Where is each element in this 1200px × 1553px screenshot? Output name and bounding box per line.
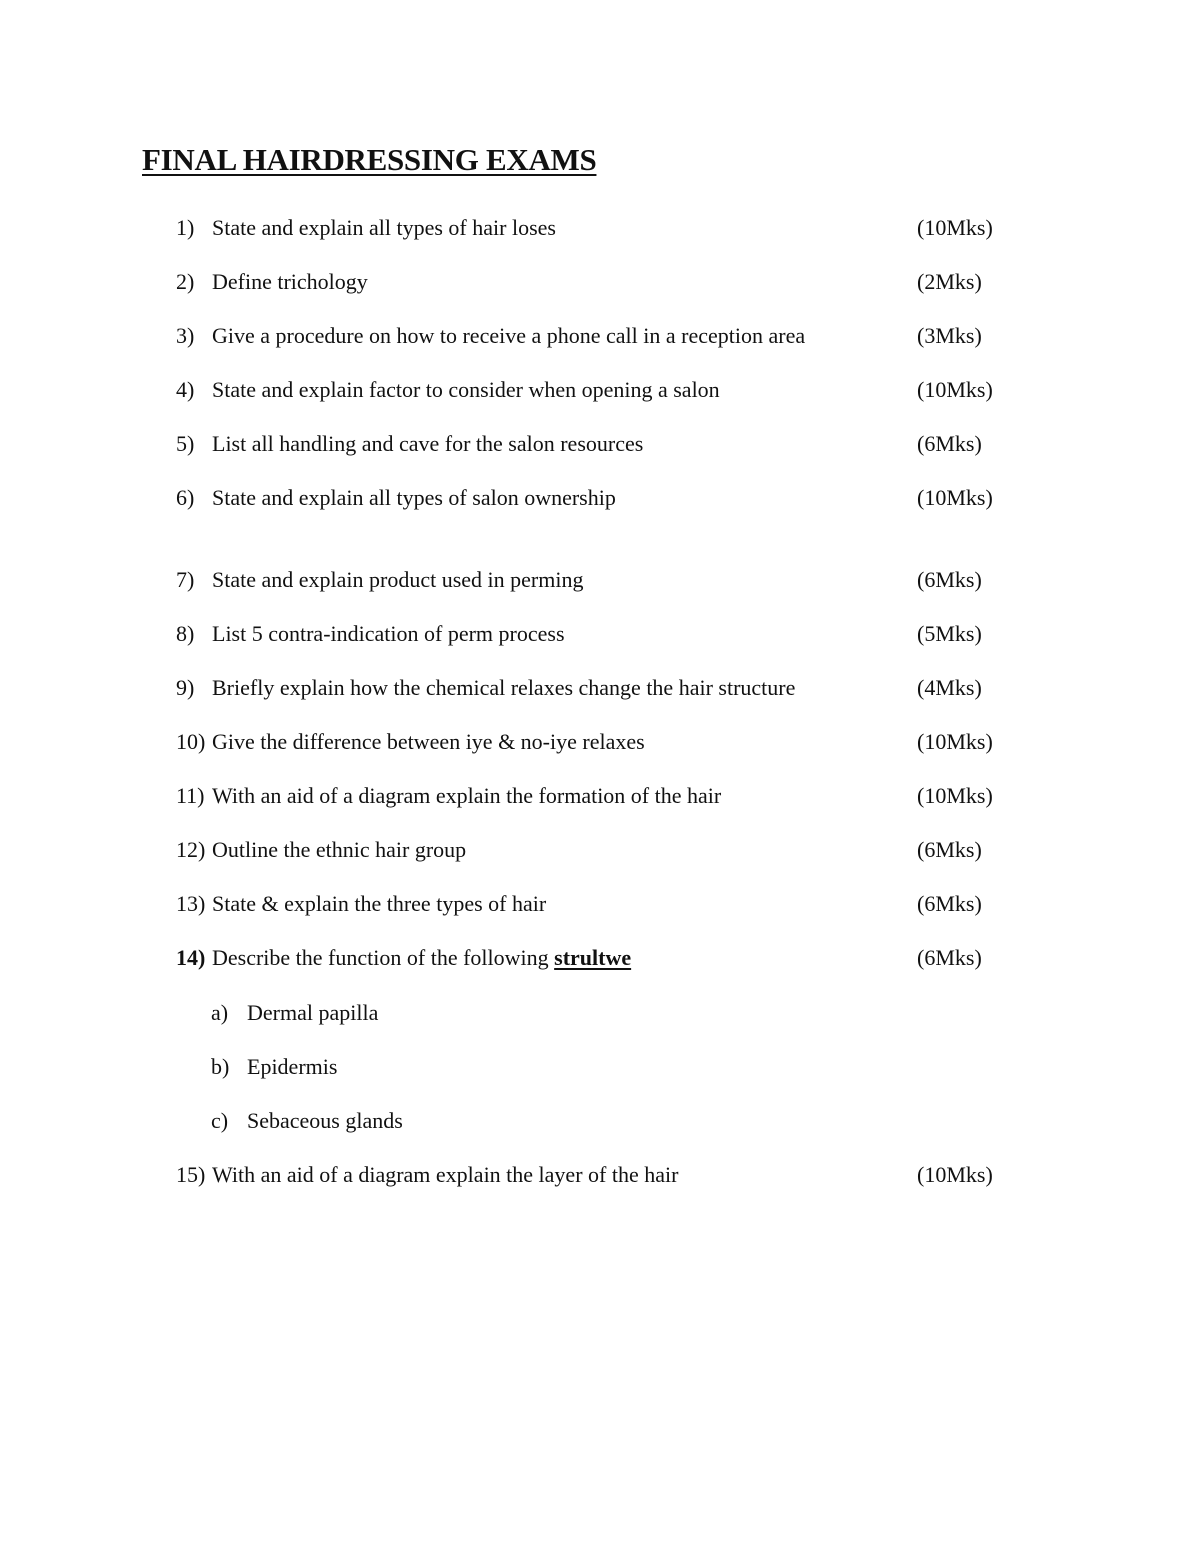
question-13 <box>0 889 1200 919</box>
question-3 <box>0 321 1200 351</box>
question-marks: (6Mks) <box>917 837 982 862</box>
question-9 <box>0 673 1200 703</box>
question-marks: (10Mks) <box>917 215 993 240</box>
question-number: 2) <box>176 269 195 294</box>
question-number: 7) <box>176 567 195 592</box>
question-number: 5) <box>176 431 195 456</box>
subitem-text: Sebaceous glands <box>247 1108 403 1133</box>
question-marks: (10Mks) <box>917 377 993 402</box>
subitem-text: Epidermis <box>247 1054 338 1079</box>
subitem-letter: b) <box>211 1054 230 1079</box>
question-marks: (10Mks) <box>917 1162 993 1187</box>
subitem-text: Dermal papilla <box>247 1000 379 1025</box>
question-number: 3) <box>176 323 195 348</box>
subitem-c <box>0 1106 1200 1136</box>
subitem-b <box>0 1052 1200 1082</box>
question-text: Briefly explain how the chemical relaxes change the hair structure <box>212 675 796 700</box>
question-text-main: Describe the function of the following <box>212 945 555 970</box>
question-number: 14) <box>176 945 206 970</box>
question-text: List 5 contra-indication of perm process <box>212 621 565 646</box>
question-marks: (6Mks) <box>917 431 982 456</box>
subitem-a <box>0 998 1200 1028</box>
question-number: 4) <box>176 377 195 402</box>
question-keyword: strultwe <box>554 945 632 970</box>
question-number: 12) <box>176 837 206 862</box>
question-text: Give a procedure on how to receive a phone call in a reception area <box>212 323 806 348</box>
question-marks: (6Mks) <box>917 891 982 916</box>
question-text: State and explain factor to consider when opening a salon <box>212 377 720 402</box>
question-number: 10) <box>176 729 206 754</box>
question-marks: (5Mks) <box>917 621 982 646</box>
question-text: State and explain product used in perming <box>212 567 584 592</box>
question-text: State and explain all types of hair loses <box>212 215 556 240</box>
question-marks: (6Mks) <box>917 567 982 592</box>
question-number: 1) <box>176 215 195 240</box>
question-number: 13) <box>176 891 206 916</box>
question-5 <box>0 429 1200 459</box>
question-marks: (3Mks) <box>917 323 982 348</box>
question-marks: (10Mks) <box>917 729 993 754</box>
question-text: State & explain the three types of hair <box>212 891 547 916</box>
question-12 <box>0 835 1200 865</box>
question-marks: (10Mks) <box>917 485 993 510</box>
question-text: Outline the ethnic hair group <box>212 837 467 862</box>
question-text <box>212 943 631 973</box>
question-text: With an aid of a diagram explain the formation of the hair <box>212 783 722 808</box>
question-number: 6) <box>176 485 195 510</box>
question-marks: (6Mks) <box>917 945 982 970</box>
question-number: 8) <box>176 621 195 646</box>
question-15 <box>0 1160 1200 1190</box>
question-text: With an aid of a diagram explain the layer of the hair <box>212 1162 679 1187</box>
question-2 <box>0 267 1200 297</box>
subitem-letter: c) <box>211 1108 229 1133</box>
question-text: List all handling and cave for the salon resources <box>212 431 644 456</box>
question-6 <box>0 483 1200 513</box>
question-14 <box>0 943 1200 973</box>
question-marks: (2Mks) <box>917 269 982 294</box>
question-number: 9) <box>176 675 195 700</box>
question-text: State and explain all types of salon ownership <box>212 485 616 510</box>
question-1 <box>0 213 1200 243</box>
question-text: Give the difference between iye & no-iye relaxes <box>212 729 645 754</box>
question-11 <box>0 781 1200 811</box>
question-marks: (4Mks) <box>917 675 982 700</box>
question-text: Define trichology <box>212 269 368 294</box>
question-10 <box>0 727 1200 757</box>
question-7 <box>0 565 1200 595</box>
subitem-letter: a) <box>211 1000 229 1025</box>
question-marks: (10Mks) <box>917 783 993 808</box>
question-number: 15) <box>176 1162 206 1187</box>
question-4 <box>0 375 1200 405</box>
page-title: FINAL HAIRDRESSING EXAMS <box>142 142 597 177</box>
question-8 <box>0 619 1200 649</box>
question-number: 11) <box>176 783 205 808</box>
